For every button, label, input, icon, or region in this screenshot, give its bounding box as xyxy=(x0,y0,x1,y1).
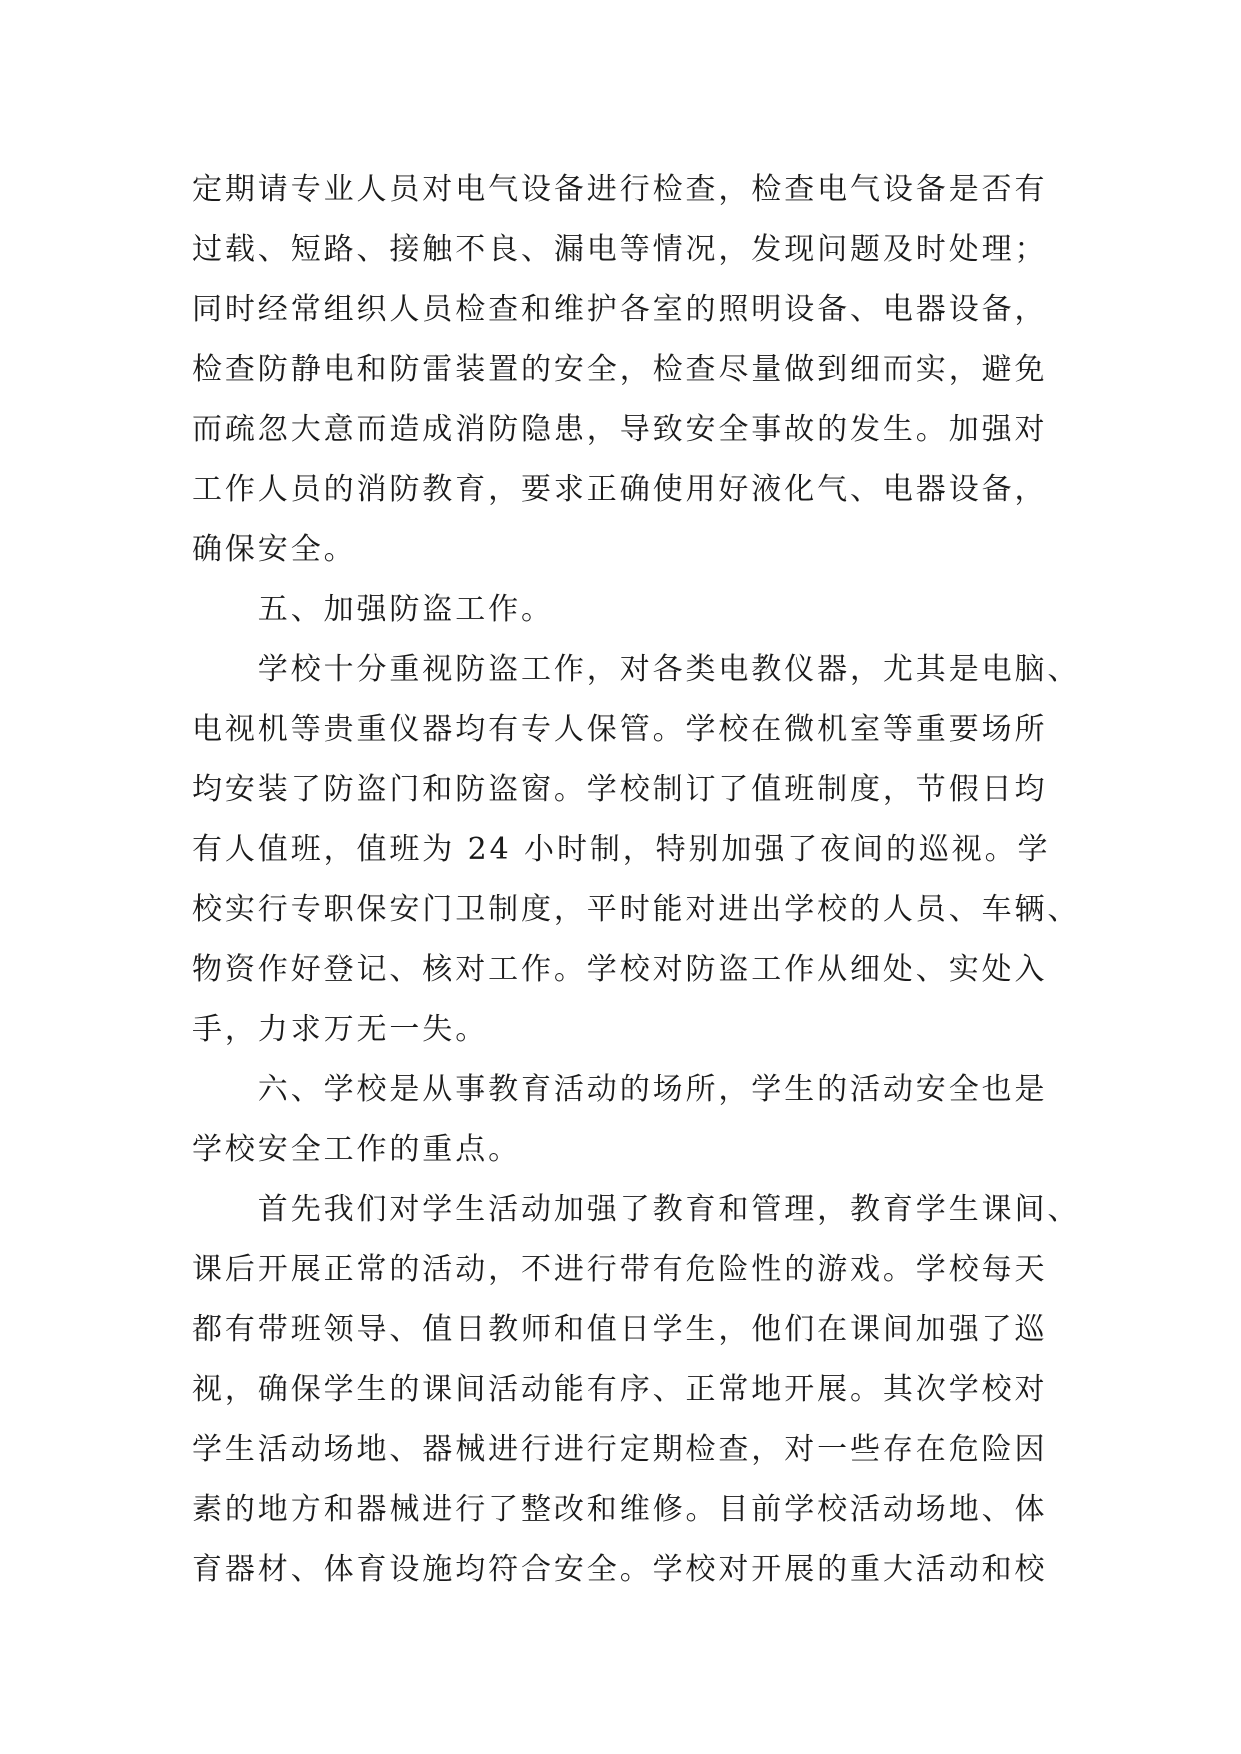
text-line: 而疏忽大意而造成消防隐患，导致安全事故的发生。加强对 xyxy=(192,412,1048,447)
text-line: 电视机等贵重仪器均有专人保管。学校在微机室等重要场所 xyxy=(192,712,1048,747)
text-line: 首先我们对学生活动加强了教育和管理，教育学生课间、 xyxy=(192,1192,1081,1227)
text-line: 素的地方和器械进行了整改和维修。目前学校活动场地、体 xyxy=(192,1492,1048,1527)
text-line: 手，力求万无一失。 xyxy=(192,1012,489,1047)
section-heading: 六、学校是从事教育活动的场所，学生的活动安全也是 xyxy=(192,1072,1048,1107)
text-line: 有人值班，值班为 24 小时制，特别加强了夜间的巡视。学 xyxy=(192,832,1051,867)
text-line: 都有带班领导、值日教师和值日学生，他们在课间加强了巡 xyxy=(192,1312,1048,1347)
text-line: 学校十分重视防盗工作，对各类电教仪器，尤其是电脑、 xyxy=(192,652,1081,687)
text-line: 物资作好登记、核对工作。学校对防盗工作从细处、实处入 xyxy=(192,952,1048,987)
text-line: 同时经常组织人员检查和维护各室的照明设备、电器设备， xyxy=(192,292,1048,327)
text-line: 学校安全工作的重点。 xyxy=(192,1132,521,1167)
text-line: 检查防静电和防雷装置的安全，检查尽量做到细而实，避免 xyxy=(192,352,1048,387)
text-line: 课后开展正常的活动，不进行带有危险性的游戏。学校每天 xyxy=(192,1252,1048,1287)
text-line: 工作人员的消防教育，要求正确使用好液化气、电器设备， xyxy=(192,472,1048,507)
section-heading: 五、加强防盗工作。 xyxy=(192,592,554,627)
text-line: 视，确保学生的课间活动能有序、正常地开展。其次学校对 xyxy=(192,1372,1048,1407)
text-line: 均安装了防盗门和防盗窗。学校制订了值班制度，节假日均 xyxy=(192,772,1048,807)
text-line: 过载、短路、接触不良、漏电等情况，发现问题及时处理； xyxy=(192,232,1048,267)
text-line: 育器材、体育设施均符合安全。学校对开展的重大活动和校 xyxy=(192,1552,1048,1587)
text-line: 学生活动场地、器械进行进行定期检查，对一些存在危险因 xyxy=(192,1432,1048,1467)
text-line: 定期请专业人员对电气设备进行检查，检查电气设备是否有 xyxy=(192,172,1048,207)
body-text xyxy=(192,160,1081,1600)
text-line: 确保安全。 xyxy=(192,532,357,567)
text-line: 校实行专职保安门卫制度，平时能对进出学校的人员、车辆、 xyxy=(192,892,1081,927)
